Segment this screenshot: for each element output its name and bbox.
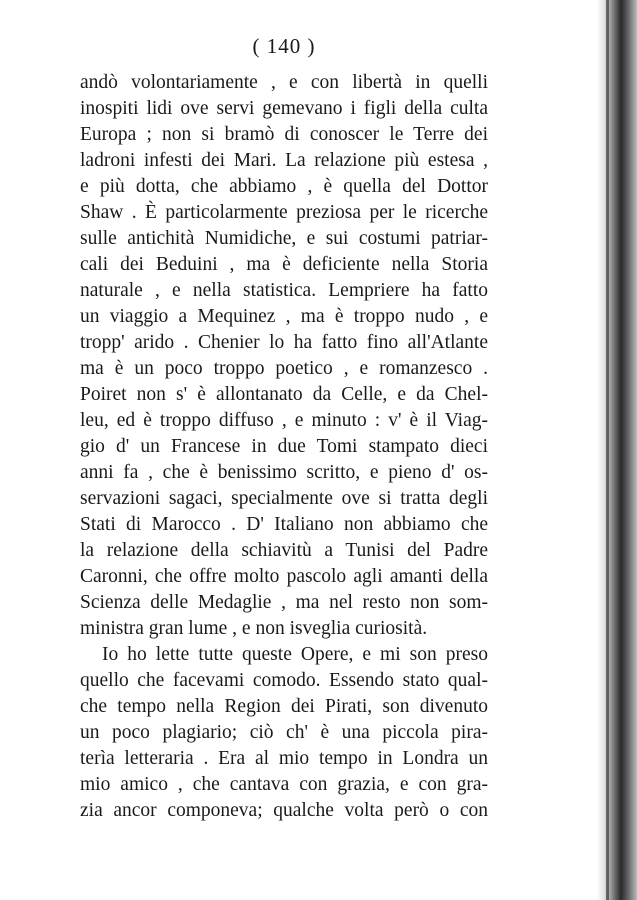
text-line: un poco plagiario; ciò ch' è una piccola pira- bbox=[80, 722, 488, 743]
text-line: cali dei Beduini , ma è deficiente nella Storia bbox=[80, 254, 488, 275]
text-line: sulle antichità Numidiche, e sui costumi patriar- bbox=[80, 228, 488, 249]
text-line: Poiret non s' è allontanato da Celle, e da Chel- bbox=[80, 384, 488, 405]
text-line: Shaw . È particolarmente preziosa per le ricerche bbox=[80, 202, 488, 223]
text-line: servazioni sagaci, specialmente ove si tratta degli bbox=[80, 488, 488, 509]
text-line: Europa ; non si bramò di conoscer le Terre dei bbox=[80, 124, 488, 145]
text-line: che tempo nella Region dei Pirati, son divenuto bbox=[80, 696, 488, 717]
text-line: naturale , e nella statistica. Lempriere ha fatto bbox=[80, 280, 488, 301]
text-line: zia ancor componeva; qualche volta però o con bbox=[80, 800, 488, 821]
text-line: Caronni, che offre molto pascolo agli amanti della bbox=[80, 566, 488, 587]
text-line: mio amico , che cantava con grazia, e con gra- bbox=[80, 774, 488, 795]
text-line: quello che facevami comodo. Essendo stato qual- bbox=[80, 670, 488, 691]
paragraph-last-line: ministra gran lume , e non isveglia curiosità. bbox=[80, 618, 428, 639]
book-page-edge bbox=[597, 0, 637, 900]
text-line: tropp' arido . Chenier lo ha fatto fino all'Atlante bbox=[80, 332, 488, 353]
body-text bbox=[80, 70, 488, 824]
text-line: terìa letteraria . Era al mio tempo in Londra un bbox=[80, 748, 488, 769]
text-line: gio d' un Francese in due Tomi stampato dieci bbox=[80, 436, 488, 457]
text-line: la relazione della schiavitù a Tunisi del Padre bbox=[80, 540, 488, 561]
text-line: anni fa , che è benissimo scritto, e pieno d' os- bbox=[80, 462, 488, 483]
page-number: ( 140 ) bbox=[252, 34, 316, 58]
text-line: un viaggio a Mequinez , ma è troppo nudo , e bbox=[80, 306, 488, 327]
text-line: ladroni infesti dei Mari. La relazione più estesa , bbox=[80, 150, 488, 171]
text-line: leu, ed è troppo diffuso , e minuto : v' è il Viag- bbox=[80, 410, 488, 431]
text-line: Stati di Marocco . D' Italiano non abbiamo che bbox=[80, 514, 488, 535]
text-line: inospiti lidi ove servi gemevano i figli della culta bbox=[80, 98, 488, 119]
text-line: Scienza delle Medaglie , ma nel resto non som- bbox=[80, 592, 488, 613]
text-line: e più dotta, che abbiamo , è quella del Dottor bbox=[80, 176, 488, 197]
paragraph-first-line: Io ho lette tutte queste Opere, e mi son preso bbox=[102, 644, 488, 665]
text-line: andò volontariamente , e con libertà in quelli bbox=[80, 72, 488, 93]
book-page-edge-shadow bbox=[606, 0, 609, 900]
text-line: ma è un poco troppo poetico , e romanzesco . bbox=[80, 358, 488, 379]
